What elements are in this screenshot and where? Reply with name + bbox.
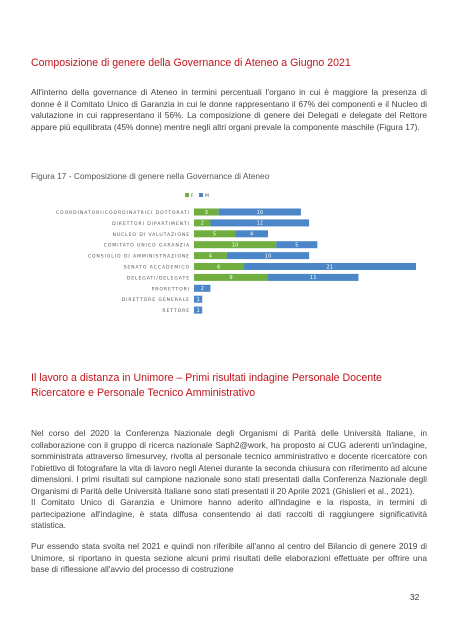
category-label: PRORETTORI bbox=[151, 287, 190, 293]
category-label: COMITATO UNICO GARANZIA bbox=[103, 243, 190, 249]
section-title-governance: Composizione di genere della Governance di Ateneo a Giugno 2021 bbox=[31, 57, 351, 69]
legend-swatch-m bbox=[199, 193, 203, 197]
data-label-m: 12 bbox=[256, 220, 264, 227]
data-label-m: 5 bbox=[295, 242, 299, 249]
category-label: DIRETTORI DIPARTIMENTI bbox=[112, 221, 190, 227]
data-label-m: 21 bbox=[326, 264, 333, 271]
data-label-m: 10 bbox=[256, 209, 264, 216]
data-label-m: 4 bbox=[249, 231, 254, 238]
data-label-f: 9 bbox=[229, 275, 233, 282]
section-title-remote-work: Il lavoro a distanza in Unimore – Primi risultati indagine Personale Docente Ricercatore e Personale Tecnico Amministrativo bbox=[31, 372, 382, 399]
chart-legend bbox=[185, 193, 209, 199]
category-label: NUCLEO DI VALUTAZIONE bbox=[112, 232, 190, 238]
governance-paragraph: All'interno della governance di Ateneo in termini percentuali l'organo in cui è maggiore la presenza di donne è il Comitato Unico di Garanzia in cui le donne rappresentano il 67% dei componenti e il Nucleo di valutazione in cui rappresentano il 56%. La composizione di genere dei Delegati e delegate del Rettore appare più equilibrata (45% donne) mentre negli altri organi prevale la componente maschile (Figura 17). bbox=[31, 87, 427, 132]
data-label-f: 5 bbox=[212, 231, 217, 238]
remote-work-paragraph-1: Nel corso del 2020 la Conferenza Nazionale degli Organismi di Parità delle Università Italiane, in collaborazione con il gruppo di ricerca nazionale Saph2@work, ha proposto ai CUG aderenti un'indagine, somministrata attraverso limesurvey, rivolta al personale tecnico amministrativo e docente ricercatore con l'obiettivo di fotografare la vita di lavoro negli Atenei durante la seconda chiusura con riferimento ad alcune dimensioni. I primi risultati sul campione nazionale sono stati presentati dalla Conferenza Nazionale degli Organismi di Parità delle Università Italiane sono stati presentati il 20 Aprile 2021 (Ghislieri et al., 2021). bbox=[31, 428, 427, 496]
chart-svg bbox=[31, 190, 427, 360]
category-label: RETTORE bbox=[162, 309, 190, 315]
data-label-f: 10 bbox=[231, 242, 239, 249]
data-label-m: 2 bbox=[200, 286, 204, 293]
legend-label-m: M bbox=[205, 194, 209, 199]
legend-swatch-f bbox=[185, 193, 189, 197]
category-label: DELEGATI/DELEGATE bbox=[126, 276, 190, 282]
data-label-f: 3 bbox=[204, 209, 208, 216]
data-label-f: 6 bbox=[217, 264, 221, 271]
category-label: DIRETTORE GENERALE bbox=[121, 298, 190, 304]
category-label: COORDINATORI/COORDINATRICI DOTTORATI bbox=[55, 211, 190, 216]
category-label: SENATO ACCADEMICO bbox=[123, 265, 190, 271]
data-label-m: 11 bbox=[309, 275, 317, 282]
figure-caption: Figura 17 - Composizione di genere nella Governance di Ateneo bbox=[31, 171, 270, 181]
data-label-f: 4 bbox=[208, 253, 213, 260]
governance-chart bbox=[31, 190, 427, 360]
data-label-m: 10 bbox=[264, 253, 272, 260]
data-label-m: 1 bbox=[196, 307, 200, 314]
page-number: 32 bbox=[410, 592, 420, 602]
data-label-m: 1 bbox=[196, 297, 200, 303]
remote-work-paragraph-3: Pur essendo stata svolta nel 2021 e quindi non riferibile all'anno al centro del Bilancio di genere 2019 di Unimore, si riportano in questa sezione alcuni primi risultati delle elaborazioni effettuate per offrire una base di riflessione all'avvio del processo di costruzione bbox=[31, 541, 427, 575]
remote-work-paragraph-2: Il Comitato Unico di Garanzia e Unimore hanno aderito all'indagine e la risposta, in termini di partecipazione all'indagine, è stata diffusa consentendo ai dati raccolti di raggiungere significatività statistica. bbox=[31, 497, 427, 531]
legend-label-f: F bbox=[191, 194, 194, 199]
category-label: CONSIGLIO DI AMMINISTRAZIONE bbox=[87, 254, 190, 260]
data-label-f: 2 bbox=[200, 220, 204, 227]
